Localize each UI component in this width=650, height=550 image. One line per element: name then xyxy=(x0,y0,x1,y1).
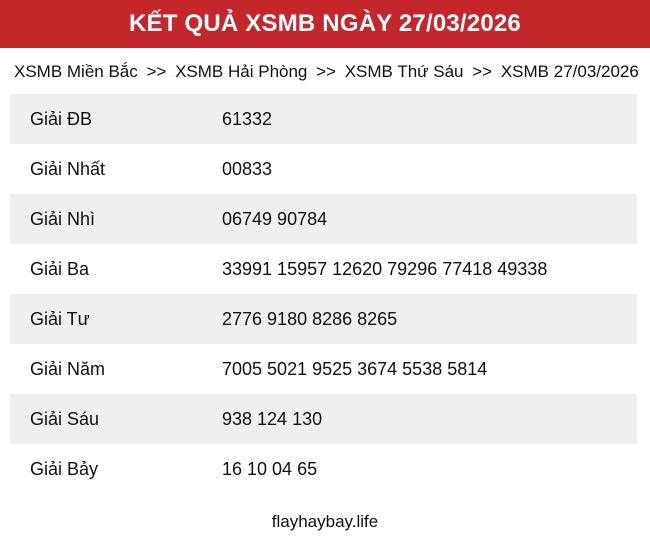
table-row-giai-bay xyxy=(10,444,637,494)
page-title: KẾT QUẢ XSMB NGÀY 27/03/2026 xyxy=(129,10,521,37)
results-table xyxy=(10,94,637,494)
breadcrumb-item-thu-sau[interactable]: XSMB Thứ Sáu xyxy=(344,62,464,81)
breadcrumb-item-hai-phong[interactable]: XSMB Hải Phòng xyxy=(175,62,308,81)
breadcrumb-separator: >> xyxy=(146,62,167,81)
prize-label: Giải Năm xyxy=(30,358,106,379)
table-row-giai-nhat xyxy=(10,144,637,194)
prize-label: Giải Bảy xyxy=(30,458,99,479)
prize-label: Giải ĐB xyxy=(30,108,93,129)
table-row-giai-db xyxy=(10,94,637,144)
breadcrumb xyxy=(0,48,650,94)
prize-numbers: 06749 90784 xyxy=(222,208,328,229)
breadcrumb-item-mien-bac[interactable]: XSMB Miền Bắc xyxy=(14,62,138,81)
page-footer xyxy=(0,512,650,532)
table-row-giai-tu xyxy=(10,294,637,344)
breadcrumb-separator: >> xyxy=(316,62,336,81)
prize-numbers: 33991 15957 12620 79296 77418 49338 xyxy=(222,258,548,279)
page-header xyxy=(0,0,650,48)
prize-label: Giải Tư xyxy=(30,308,90,329)
table-row-giai-nam xyxy=(10,344,637,394)
breadcrumb-separator: >> xyxy=(472,62,493,81)
prize-label: Giải Sáu xyxy=(30,408,100,429)
prize-label: Giải Nhất xyxy=(30,158,106,179)
table-row-giai-sau xyxy=(10,394,637,444)
table-row-giai-ba xyxy=(10,244,637,294)
breadcrumb-item-date[interactable]: XSMB 27/03/2026 xyxy=(500,62,639,81)
prize-numbers: 2776 9180 8286 8265 xyxy=(222,308,398,329)
prize-label: Giải Nhì xyxy=(30,208,96,229)
prize-numbers: 7005 5021 9525 3674 5538 5814 xyxy=(222,358,488,379)
prize-numbers: 16 10 04 65 xyxy=(222,458,318,479)
table-row-giai-nhi xyxy=(10,194,637,244)
prize-numbers: 00833 xyxy=(222,158,273,179)
prize-numbers: 938 124 130 xyxy=(222,408,323,429)
site-link[interactable]: flayhaybay.life xyxy=(271,512,379,531)
prize-numbers: 61332 xyxy=(222,108,273,129)
prize-label: Giải Ba xyxy=(30,258,90,279)
